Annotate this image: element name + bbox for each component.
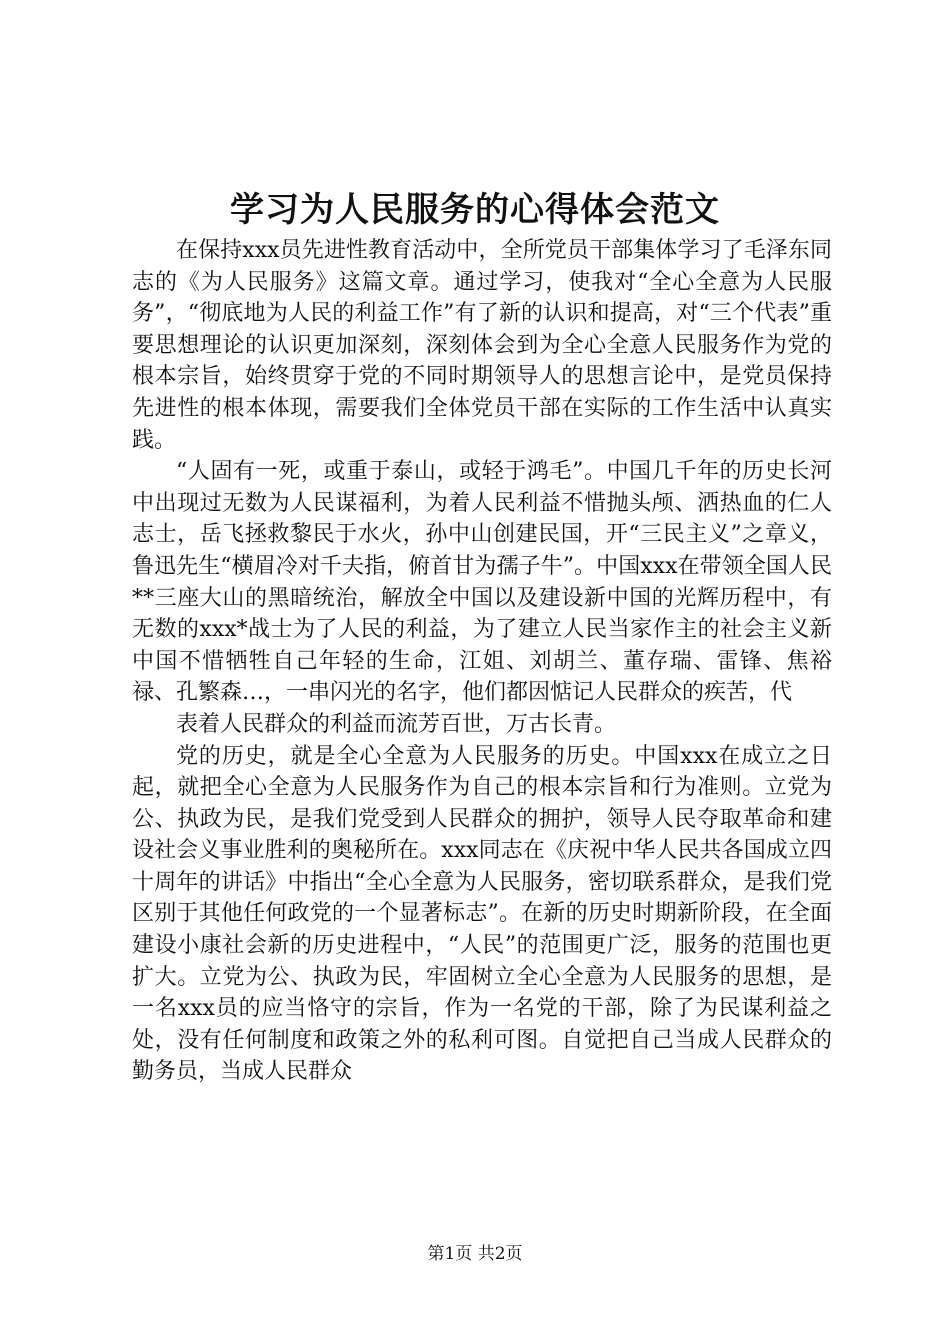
page-number: 第1页 共2页 <box>427 1244 523 1264</box>
paragraph-1: 在保持xxx员先进性教育活动中，全所党员干部集体学习了毛泽东同志的《为人民服务》这篇文章。通过学习，使我对“全心全意为人民服务”，“彻底地为人民的利益工作”有了新的认识和提高，对“三个代表”重要思想理论的认识更加深刻，深刻体会到为全心全意人民服务作为党的根本宗旨，始终贯穿于党的不同时期领导人的思想言论中，是党员保持先进性的根本体现，需要我们全体党员干部在实际的工作生活中认真实践。 <box>132 238 832 453</box>
document-body <box>132 235 832 1088</box>
paragraph-4: 党的历史，就是全心全意为人民服务的历史。中国xxx在成立之日起，就把全心全意为人民服务作为自己的根本宗旨和行为准则。立党为公、执政为民，是我们党受到人民群众的拥护，领导人民夺取革命和建设社会义事业胜利的奥秘所在。xxx同志在《庆祝中华人民共各国成立四十周年的讲话》中指出“全心全意为人民服务，密切联系群众，是我们党区别于其他任何政党的一个显著标志”。在新的历史时期新阶段，在全面建设小康社会新的历史进程中，“人民”的范围更广泛，服务的范围也更扩大。立党为公、执政为民，牢固树立全心全意为人民服务的思想，是一名xxx员的应当恪守的宗旨，作为一名党的干部，除了为民谋利益之处，没有任何制度和政策之外的私利可图。自觉把自己当成人民群众的勤务员，当成人民群众 <box>132 743 832 1085</box>
document-title: 学习为人民服务的心得体会范文 <box>230 190 720 230</box>
paragraph-3: 表着人民群众的利益而流芳百世，万古长青。 <box>176 711 617 737</box>
paragraph-2: “人固有一死，或重于泰山，或轻于鸿毛”。中国几千年的历史长河中出现过无数为人民谋福利，为着人民利益不惜抛头颅、洒热血的仁人志士，岳飞拯救黎民于水火，孙中山创建民国，开“三民主义”之章义，鲁迅先生“横眉冷对千夫指，俯首甘为孺子牛”。中国xxx在带领全国人民**三座大山的黑暗统治，解放全中国以及建设新中国的光辉历程中，有无数的xxx*战士为了人民的利益，为了建立人民当家作主的社会主义新中国不惜牺牲自己年轻的生命，江姐、刘胡兰、董存瑞、雷锋、焦裕禄、孔繁森…，一串闪光的名字，他们都因惦记人民群众的疾苦，代 <box>132 459 832 706</box>
